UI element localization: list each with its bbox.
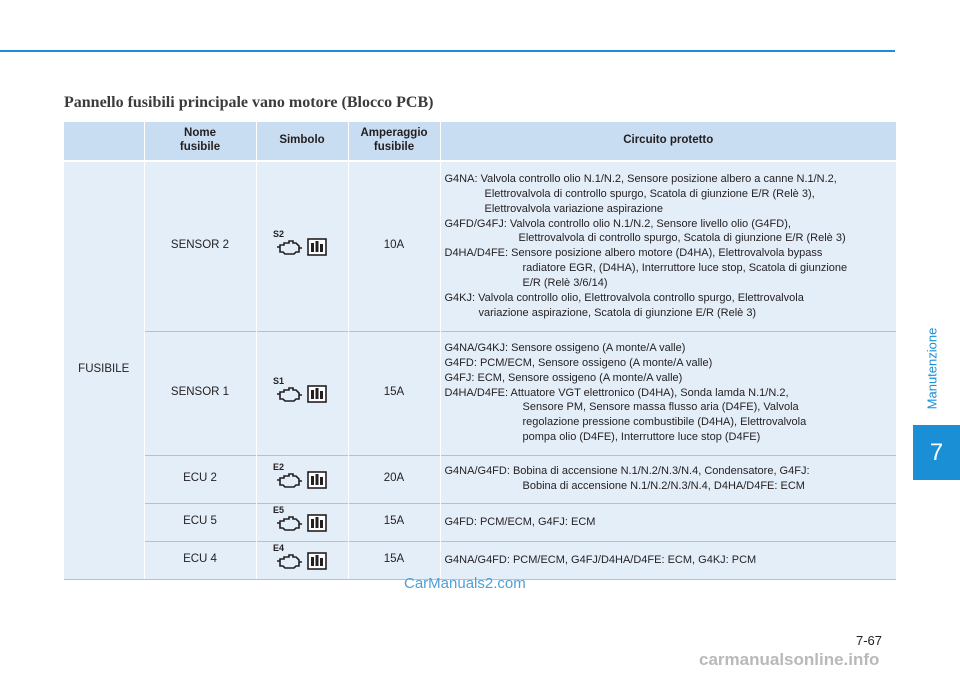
fuse-circuit [440,331,896,455]
circuit-line: Elettrovalvola di controllo spurgo, Scatola di giunzione E/R (Relè 3) [518,232,846,245]
circuit-line: Elettrovalvola variazione aspirazione [484,202,664,215]
fuse-box-icon [307,385,327,403]
fuse-symbol [256,161,348,331]
fuse-symbol [256,455,348,503]
engine-fuse-icon [273,229,327,256]
header-fuse-name-line2: fusibile [179,141,221,153]
table-header-row [64,122,896,161]
engine-icon [277,385,303,403]
header-circuit: Circuito protetto [440,122,896,161]
circuit-line: radiatore EGR, (D4HA), Interruttore luce stop, Scatola di giunzione [522,262,848,275]
engine-icon [277,514,303,532]
engine-fuse-icon [273,505,327,532]
header-amperage [348,122,440,161]
engine-icon [277,238,303,256]
header-fuse-name-line1: Nome [184,127,216,140]
header-fuse-name [144,122,256,161]
circuit-line: G4NA/G4FD: PCM/ECM, G4FJ/D4HA/D4FE: ECM, G4KJ: PCM [444,553,757,566]
fuse-circuit [440,455,896,503]
header-group [64,122,144,161]
circuit-line: regolazione pressione combustibile (D4HA), Elettrovalvola [522,416,807,429]
fuse-name: ECU 5 [144,503,256,541]
fuse-amperage: 15A [348,541,440,579]
header-amperage-line1: Amperaggio [360,127,428,140]
table-row [64,503,896,541]
circuit-line: variazione aspirazione, Scatola di giunzione E/R (Relè 3) [478,306,757,319]
engine-fuse-icon [273,462,327,489]
circuit-line: pompa olio (D4FE), Interruttore luce stop (D4FE) [522,431,761,444]
fuse-box-icon [307,238,327,256]
circuit-line: G4FD/G4FJ: Valvola controllo olio N.1/N.2, Sensore livello olio (G4FD), [444,217,791,230]
symbol-code: E5 [273,505,285,516]
watermark-footer: carmanualsonline.info [699,650,880,669]
fuse-circuit [440,503,896,541]
circuit-line: G4NA/G4KJ: Sensore ossigeno (A monte/A valle) [444,342,686,355]
top-rule [0,50,895,52]
symbol-code: E2 [273,462,285,473]
fuse-box-icon [307,514,327,532]
circuit-line: Elettrovalvola di controllo spurgo, Scatola di giunzione E/R (Relè 3), [484,187,815,200]
header-symbol: Simbolo [256,122,348,161]
symbol-code: S2 [273,229,285,240]
table-row [64,331,896,455]
circuit-line: G4NA: Valvola controllo olio N.1/N.2, Sensore posizione albero a canne N.1/N.2, [444,173,837,186]
fuse-symbol [256,503,348,541]
symbol-code: E4 [273,543,285,554]
page-number: 7-67 [856,633,883,648]
fuse-amperage: 15A [348,503,440,541]
circuit-line: G4FJ: ECM, Sensore ossigeno (A monte/A valle) [444,371,683,384]
fuse-name: ECU 4 [144,541,256,579]
fuse-amperage: 15A [348,331,440,455]
watermark-link[interactable]: CarManuals2.com [404,575,526,592]
circuit-line: G4FD: PCM/ECM, Sensore ossigeno (A monte/A valle) [444,356,713,369]
fuse-symbol [256,541,348,579]
fuse-name: ECU 2 [144,455,256,503]
engine-icon [277,471,303,489]
engine-icon [277,552,303,570]
circuit-line: E/R (Relè 3/6/14) [522,276,608,289]
fuse-box-icon [307,471,327,489]
fuse-box-icon [307,552,327,570]
fuse-table [64,122,896,580]
circuit-line: D4HA/D4FE: Attuatore VGT elettronico (D4HA), Sonda lamda N.1/N.2, [444,386,789,399]
chapter-side-label-text: Manutenzione [924,327,940,409]
fuse-symbol [256,331,348,455]
circuit-line: Sensore PM, Sensore massa flusso aria (D4FE), Valvola [522,401,799,414]
page-title: Pannello fusibili principale vano motore (Blocco PCB) [64,94,434,111]
circuit-line: G4FD: PCM/ECM, G4FJ: ECM [444,515,596,528]
chapter-side-label [920,318,944,418]
fuse-name: SENSOR 2 [144,161,256,331]
fuse-group-label: FUSIBILE [64,161,144,579]
fuse-circuit [440,541,896,579]
table-row [64,541,896,579]
table-row [64,455,896,503]
fuse-name: SENSOR 1 [144,331,256,455]
header-amperage-line2: fusibile [373,141,415,153]
circuit-line: G4NA/G4FD: Bobina di accensione N.1/N.2/N.3/N.4, Condensatore, G4FJ: [444,465,810,478]
circuit-line: G4KJ: Valvola controllo olio, Elettrovalvola controllo spurgo, Elettrovalvola [444,291,804,304]
engine-fuse-icon [273,376,327,403]
fuse-circuit [440,161,896,331]
chapter-tab: 7 [913,425,960,480]
engine-fuse-icon [273,543,327,570]
symbol-code: S1 [273,376,285,387]
table-row [64,161,896,331]
fuse-amperage: 10A [348,161,440,331]
circuit-line: D4HA/D4FE: Sensore posizione albero motore (D4HA), Elettrovalvola bypass [444,247,823,260]
fuse-amperage: 20A [348,455,440,503]
circuit-line: Bobina di accensione N.1/N.2/N.3/N.4, D4HA/D4FE: ECM [522,480,805,492]
